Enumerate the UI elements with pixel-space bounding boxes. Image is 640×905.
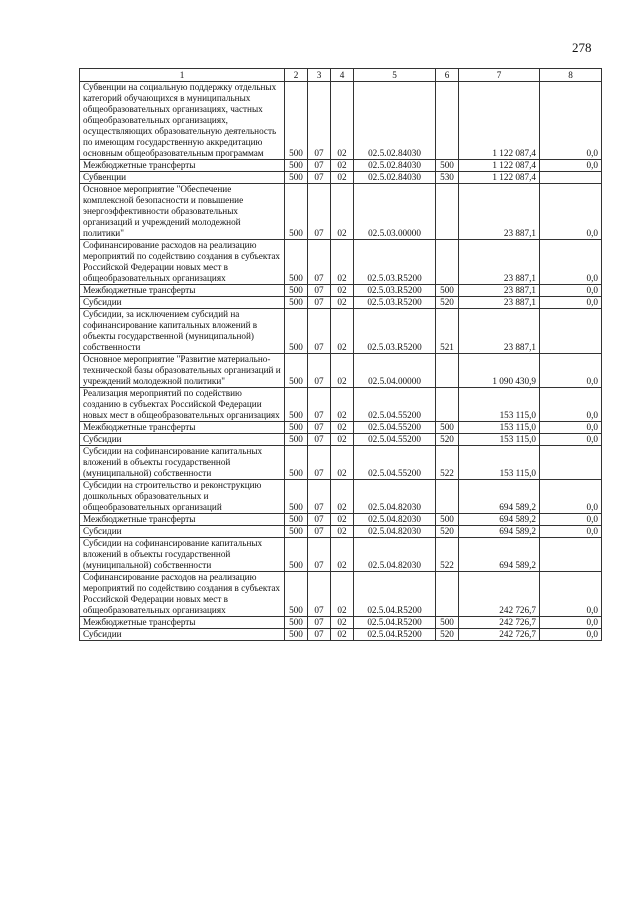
cell-amount: 153 115,0 [459, 422, 540, 434]
cell-subsection: 02 [331, 538, 354, 572]
page-number: 278 [572, 40, 592, 55]
cell-section: 07 [308, 240, 331, 285]
cell-subsection: 02 [331, 422, 354, 434]
cell-expense-type: 522 [436, 446, 459, 480]
cell-amount-2: 0,0 [540, 184, 602, 240]
header-col-2: 2 [285, 69, 308, 82]
cell-amount-2 [540, 538, 602, 572]
table-row [80, 480, 602, 514]
item-name: Субсидии на софинансирование капитальных вложений в объекты государственной (муниципальной) собственности [80, 446, 285, 480]
cell-expense-type: 520 [436, 297, 459, 309]
cell-target-article: 02.5.04.55200 [354, 446, 436, 480]
cell-amount-2: 0,0 [540, 514, 602, 526]
cell-amount-2: 0,0 [540, 82, 602, 160]
cell-target-article: 02.5.03.R5200 [354, 297, 436, 309]
cell-expense-type [436, 184, 459, 240]
cell-amount: 153 115,0 [459, 434, 540, 446]
cell-amount: 23 887,1 [459, 285, 540, 297]
cell-target-article: 02.5.04.55200 [354, 422, 436, 434]
budget-table [79, 68, 602, 641]
cell-amount: 242 726,7 [459, 617, 540, 629]
cell-expense-type: 520 [436, 434, 459, 446]
cell-grbs: 500 [285, 514, 308, 526]
cell-expense-type: 500 [436, 160, 459, 172]
cell-amount-2: 0,0 [540, 526, 602, 538]
cell-target-article: 02.5.04.00000 [354, 354, 436, 388]
item-name: Софинансирование расходов на реализацию мероприятий по содействию создания в субъектах Российской Федерации новых мест в общеобразовательных организациях [80, 240, 285, 285]
cell-target-article: 02.5.04.82030 [354, 480, 436, 514]
item-name: Межбюджетные трансферты [80, 285, 285, 297]
cell-target-article: 02.5.04.82030 [354, 526, 436, 538]
item-name: Реализация мероприятий по содействию созданию в субъектах Российской Федерации новых мест в общеобразовательных организациях [80, 388, 285, 422]
cell-section: 07 [308, 526, 331, 538]
header-col-4: 4 [331, 69, 354, 82]
cell-grbs: 500 [285, 297, 308, 309]
cell-subsection: 02 [331, 617, 354, 629]
cell-expense-type [436, 388, 459, 422]
cell-target-article: 02.5.02.84030 [354, 172, 436, 184]
cell-expense-type: 522 [436, 538, 459, 572]
cell-subsection: 02 [331, 388, 354, 422]
cell-amount: 242 726,7 [459, 629, 540, 641]
item-name: Межбюджетные трансферты [80, 160, 285, 172]
cell-grbs: 500 [285, 172, 308, 184]
cell-target-article: 02.5.02.84030 [354, 82, 436, 160]
cell-amount: 1 122 087,4 [459, 172, 540, 184]
cell-grbs: 500 [285, 480, 308, 514]
cell-amount-2: 0,0 [540, 354, 602, 388]
cell-amount-2 [540, 446, 602, 480]
table-row [80, 309, 602, 354]
cell-grbs: 500 [285, 82, 308, 160]
cell-grbs: 500 [285, 446, 308, 480]
cell-amount-2: 0,0 [540, 160, 602, 172]
cell-amount-2 [540, 309, 602, 354]
item-name: Субвенции [80, 172, 285, 184]
header-row [80, 69, 602, 82]
cell-section: 07 [308, 184, 331, 240]
cell-expense-type: 520 [436, 629, 459, 641]
cell-section: 07 [308, 309, 331, 354]
cell-grbs: 500 [285, 184, 308, 240]
cell-subsection: 02 [331, 240, 354, 285]
cell-expense-type [436, 240, 459, 285]
cell-section: 07 [308, 285, 331, 297]
cell-grbs: 500 [285, 240, 308, 285]
cell-expense-type: 500 [436, 514, 459, 526]
cell-amount-2 [540, 172, 602, 184]
cell-grbs: 500 [285, 160, 308, 172]
cell-expense-type [436, 82, 459, 160]
cell-subsection: 02 [331, 172, 354, 184]
cell-amount: 694 589,2 [459, 526, 540, 538]
cell-subsection: 02 [331, 297, 354, 309]
cell-section: 07 [308, 82, 331, 160]
table-row [80, 160, 602, 172]
item-name: Субсидии [80, 434, 285, 446]
cell-expense-type [436, 572, 459, 617]
cell-grbs: 500 [285, 629, 308, 641]
cell-section: 07 [308, 388, 331, 422]
header-col-8: 8 [540, 69, 602, 82]
cell-amount: 1 090 430,9 [459, 354, 540, 388]
cell-grbs: 500 [285, 538, 308, 572]
item-name: Субсидии, за исключением субсидий на софинансирование капитальных вложений в объекты государственной (муниципальной) собственности [80, 309, 285, 354]
cell-subsection: 02 [331, 526, 354, 538]
table-row [80, 285, 602, 297]
item-name: Основное мероприятие "Развитие материально-технической базы образовательных организаций и учреждений молодежной политики" [80, 354, 285, 388]
cell-subsection: 02 [331, 309, 354, 354]
cell-expense-type [436, 480, 459, 514]
cell-subsection: 02 [331, 434, 354, 446]
item-name: Субсидии на софинансирование капитальных вложений в объекты государственной (муниципальной) собственности [80, 538, 285, 572]
cell-expense-type: 500 [436, 285, 459, 297]
cell-subsection: 02 [331, 285, 354, 297]
cell-grbs: 500 [285, 434, 308, 446]
cell-section: 07 [308, 446, 331, 480]
cell-section: 07 [308, 172, 331, 184]
cell-expense-type [436, 354, 459, 388]
cell-amount-2: 0,0 [540, 297, 602, 309]
table-row [80, 629, 602, 641]
cell-grbs: 500 [285, 388, 308, 422]
item-name: Субсидии [80, 297, 285, 309]
table-row [80, 240, 602, 285]
cell-amount: 23 887,1 [459, 297, 540, 309]
cell-section: 07 [308, 434, 331, 446]
cell-amount-2: 0,0 [540, 388, 602, 422]
item-name: Основное мероприятие "Обеспечение комплексной безопасности и повышение энергоэффективности образовательных организаций и учреждений молодежной политики" [80, 184, 285, 240]
table-row [80, 434, 602, 446]
cell-amount: 153 115,0 [459, 446, 540, 480]
cell-amount: 694 589,2 [459, 538, 540, 572]
cell-target-article: 02.5.03.R5200 [354, 240, 436, 285]
cell-amount-2: 0,0 [540, 285, 602, 297]
item-name: Межбюджетные трансферты [80, 617, 285, 629]
cell-amount-2: 0,0 [540, 617, 602, 629]
cell-subsection: 02 [331, 82, 354, 160]
cell-subsection: 02 [331, 480, 354, 514]
cell-target-article: 02.5.03.R5200 [354, 309, 436, 354]
cell-target-article: 02.5.04.55200 [354, 388, 436, 422]
item-name: Субсидии на строительство и реконструкцию дошкольных образовательных и общеобразовательных организаций [80, 480, 285, 514]
cell-amount-2: 0,0 [540, 240, 602, 285]
cell-expense-type: 521 [436, 309, 459, 354]
header-col-6: 6 [436, 69, 459, 82]
header-col-3: 3 [308, 69, 331, 82]
table-row [80, 422, 602, 434]
table-row [80, 297, 602, 309]
cell-amount-2: 0,0 [540, 480, 602, 514]
cell-target-article: 02.5.04.55200 [354, 434, 436, 446]
cell-target-article: 02.5.04.82030 [354, 538, 436, 572]
table-row [80, 388, 602, 422]
cell-target-article: 02.5.04.R5200 [354, 629, 436, 641]
cell-section: 07 [308, 514, 331, 526]
cell-section: 07 [308, 629, 331, 641]
cell-grbs: 500 [285, 285, 308, 297]
cell-target-article: 02.5.04.R5200 [354, 572, 436, 617]
table-row [80, 354, 602, 388]
cell-subsection: 02 [331, 446, 354, 480]
cell-section: 07 [308, 160, 331, 172]
header-col-5: 5 [354, 69, 436, 82]
cell-amount: 694 589,2 [459, 480, 540, 514]
cell-amount: 23 887,1 [459, 309, 540, 354]
cell-grbs: 500 [285, 309, 308, 354]
cell-section: 07 [308, 572, 331, 617]
cell-section: 07 [308, 617, 331, 629]
cell-section: 07 [308, 354, 331, 388]
cell-expense-type: 530 [436, 172, 459, 184]
cell-section: 07 [308, 422, 331, 434]
cell-grbs: 500 [285, 572, 308, 617]
table-row [80, 572, 602, 617]
table-row [80, 82, 602, 160]
table-row [80, 617, 602, 629]
cell-amount: 153 115,0 [459, 388, 540, 422]
cell-amount: 1 122 087,4 [459, 82, 540, 160]
cell-grbs: 500 [285, 422, 308, 434]
cell-grbs: 500 [285, 526, 308, 538]
cell-amount-2: 0,0 [540, 572, 602, 617]
item-name: Межбюджетные трансферты [80, 514, 285, 526]
cell-section: 07 [308, 297, 331, 309]
cell-target-article: 02.5.04.R5200 [354, 617, 436, 629]
cell-amount-2: 0,0 [540, 434, 602, 446]
cell-expense-type: 500 [436, 617, 459, 629]
cell-section: 07 [308, 538, 331, 572]
cell-amount: 23 887,1 [459, 184, 540, 240]
table-row [80, 514, 602, 526]
table-row [80, 538, 602, 572]
cell-amount-2: 0,0 [540, 422, 602, 434]
cell-subsection: 02 [331, 184, 354, 240]
cell-target-article: 02.5.03.00000 [354, 184, 436, 240]
item-name: Субсидии [80, 629, 285, 641]
table-row [80, 184, 602, 240]
item-name: Межбюджетные трансферты [80, 422, 285, 434]
cell-amount: 23 887,1 [459, 240, 540, 285]
cell-amount: 242 726,7 [459, 572, 540, 617]
item-name: Софинансирование расходов на реализацию мероприятий по содействию создания в субъектах Российской Федерации новых мест в общеобразовательных организациях [80, 572, 285, 617]
cell-subsection: 02 [331, 160, 354, 172]
cell-grbs: 500 [285, 354, 308, 388]
cell-subsection: 02 [331, 572, 354, 617]
table-row [80, 446, 602, 480]
cell-grbs: 500 [285, 617, 308, 629]
table-row [80, 172, 602, 184]
header-col-1: 1 [80, 69, 285, 82]
cell-subsection: 02 [331, 354, 354, 388]
header-col-7: 7 [459, 69, 540, 82]
cell-section: 07 [308, 480, 331, 514]
cell-expense-type: 520 [436, 526, 459, 538]
cell-subsection: 02 [331, 514, 354, 526]
cell-expense-type: 500 [436, 422, 459, 434]
item-name: Субвенции на социальную поддержку отдельных категорий обучающихся в муниципальных общеобразовательных организациях, частных общеобразовательных организациях, осуществляющих образовательную деятельность по имеющим государственную аккредитацию основным общеобразовательным программам [80, 82, 285, 160]
cell-amount-2: 0,0 [540, 629, 602, 641]
cell-target-article: 02.5.02.84030 [354, 160, 436, 172]
cell-target-article: 02.5.04.82030 [354, 514, 436, 526]
cell-amount: 694 589,2 [459, 514, 540, 526]
cell-subsection: 02 [331, 629, 354, 641]
cell-amount: 1 122 087,4 [459, 160, 540, 172]
cell-target-article: 02.5.03.R5200 [354, 285, 436, 297]
item-name: Субсидии [80, 526, 285, 538]
table-row [80, 526, 602, 538]
table-body [80, 82, 602, 641]
